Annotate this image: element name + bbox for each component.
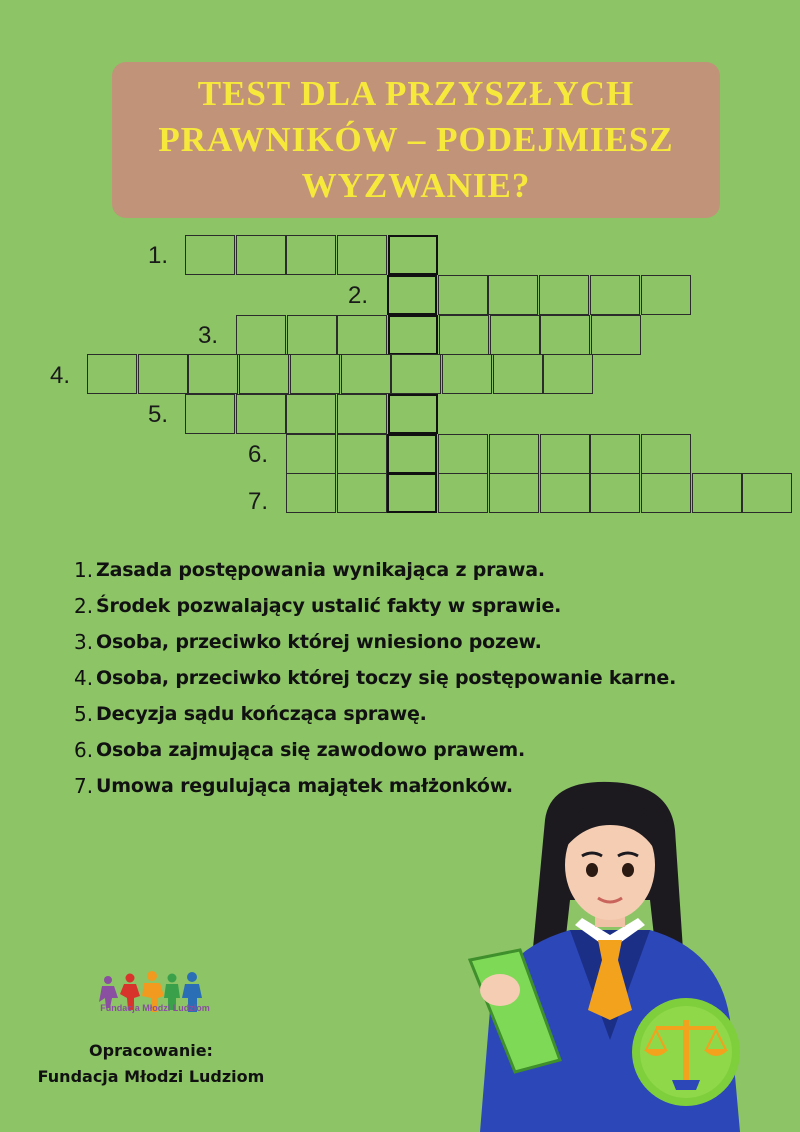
- crossword-key-cell[interactable]: [387, 473, 437, 513]
- crossword-cell[interactable]: [540, 434, 590, 474]
- crossword-cell[interactable]: [439, 315, 489, 355]
- crossword-row-number: 4.: [50, 362, 71, 389]
- crossword-key-cell[interactable]: [388, 235, 438, 275]
- crossword-cell[interactable]: [290, 354, 340, 394]
- clue-item: [74, 588, 676, 624]
- crossword-key-cell[interactable]: [388, 394, 438, 434]
- crossword-cell[interactable]: [641, 434, 691, 474]
- clue-list: [74, 552, 676, 804]
- crossword-cell[interactable]: [185, 394, 235, 434]
- logo-text: Fundacja Młodzi Ludziom: [100, 1003, 210, 1013]
- foundation-logo: [96, 968, 216, 1028]
- crossword-cell[interactable]: [489, 473, 539, 513]
- crossword-cell[interactable]: [337, 315, 387, 355]
- clue-item: [74, 732, 676, 768]
- credit-label: Opracowanie:: [89, 1041, 213, 1060]
- crossword-cell[interactable]: [438, 275, 488, 315]
- crossword-cell[interactable]: [442, 354, 492, 394]
- crossword-cell[interactable]: [692, 473, 742, 513]
- clue-number: 7.: [74, 774, 94, 798]
- clue-item: [74, 660, 676, 696]
- crossword-cell[interactable]: [337, 235, 387, 275]
- crossword-cell[interactable]: [87, 354, 137, 394]
- crossword-cell[interactable]: [539, 275, 589, 315]
- crossword-row-number: 3.: [198, 322, 219, 349]
- crossword-cell[interactable]: [438, 473, 488, 513]
- clue-text: Osoba zajmująca się zawodowo prawem.: [96, 739, 526, 761]
- clue-item: [74, 696, 676, 732]
- crossword-grid: [0, 0, 800, 540]
- crossword-cell[interactable]: [493, 354, 543, 394]
- clue-item: [74, 552, 676, 588]
- crossword-cell[interactable]: [438, 434, 488, 474]
- clue-number: 4.: [74, 666, 94, 690]
- crossword-key-cell[interactable]: [387, 434, 437, 474]
- page-title: TEST DLA PRZYSZŁYCH PRAWNIKÓW – PODEJMIESZ WYZWANIE?: [158, 74, 674, 205]
- crossword-cell[interactable]: [590, 473, 640, 513]
- crossword-cell[interactable]: [236, 394, 286, 434]
- crossword-cell[interactable]: [391, 354, 441, 394]
- crossword-cell[interactable]: [286, 235, 336, 275]
- crossword-cell[interactable]: [590, 434, 640, 474]
- clue-number: 6.: [74, 738, 94, 762]
- crossword-cell[interactable]: [341, 354, 391, 394]
- crossword-row-number: 7.: [248, 488, 269, 515]
- clue-number: 2.: [74, 594, 94, 618]
- crossword-cell[interactable]: [590, 275, 640, 315]
- credit: [18, 1038, 284, 1090]
- crossword-cell[interactable]: [286, 394, 336, 434]
- crossword-cell[interactable]: [337, 434, 387, 474]
- clue-text: Zasada postępowania wynikająca z prawa.: [96, 559, 545, 581]
- crossword-cell[interactable]: [185, 235, 235, 275]
- lawyer-illustration: [460, 780, 760, 1132]
- clue-item: [74, 624, 676, 660]
- crossword-key-cell[interactable]: [388, 315, 438, 355]
- crossword-cell[interactable]: [138, 354, 188, 394]
- crossword-cell[interactable]: [286, 434, 336, 474]
- crossword-cell[interactable]: [540, 315, 590, 355]
- clue-text: Osoba, przeciwko której toczy się postępowanie karne.: [96, 667, 677, 689]
- clue-number: 1.: [74, 558, 94, 582]
- crossword-cell[interactable]: [287, 315, 337, 355]
- crossword-cell[interactable]: [540, 473, 590, 513]
- crossword-cell[interactable]: [286, 473, 336, 513]
- crossword-row-number: 1.: [148, 242, 169, 269]
- clue-number: 5.: [74, 702, 94, 726]
- crossword-cell[interactable]: [591, 315, 641, 355]
- clue-text: Decyzja sądu kończąca sprawę.: [96, 703, 427, 725]
- crossword-cell[interactable]: [641, 473, 691, 513]
- crossword-cell[interactable]: [239, 354, 289, 394]
- crossword-cell[interactable]: [742, 473, 792, 513]
- crossword-cell[interactable]: [488, 275, 538, 315]
- crossword-cell[interactable]: [236, 315, 286, 355]
- crossword-cell[interactable]: [236, 235, 286, 275]
- crossword-cell[interactable]: [489, 434, 539, 474]
- clue-text: Osoba, przeciwko której wniesiono pozew.: [96, 631, 542, 653]
- credit-organization: Fundacja Młodzi Ludziom: [37, 1067, 265, 1086]
- crossword-row-number: 5.: [148, 401, 169, 428]
- crossword-key-cell[interactable]: [387, 275, 437, 315]
- clue-number: 3.: [74, 630, 94, 654]
- crossword-cell[interactable]: [490, 315, 540, 355]
- crossword-row-number: 2.: [348, 282, 369, 309]
- crossword-cell[interactable]: [543, 354, 593, 394]
- crossword-cell[interactable]: [188, 354, 238, 394]
- crossword-row-number: 6.: [248, 441, 269, 468]
- clue-text: Środek pozwalający ustalić fakty w sprawie.: [96, 595, 562, 617]
- clue-text: Umowa regulująca majątek małżonków.: [96, 775, 513, 797]
- crossword-cell[interactable]: [337, 473, 387, 513]
- crossword-cell[interactable]: [337, 394, 387, 434]
- crossword-cell[interactable]: [641, 275, 691, 315]
